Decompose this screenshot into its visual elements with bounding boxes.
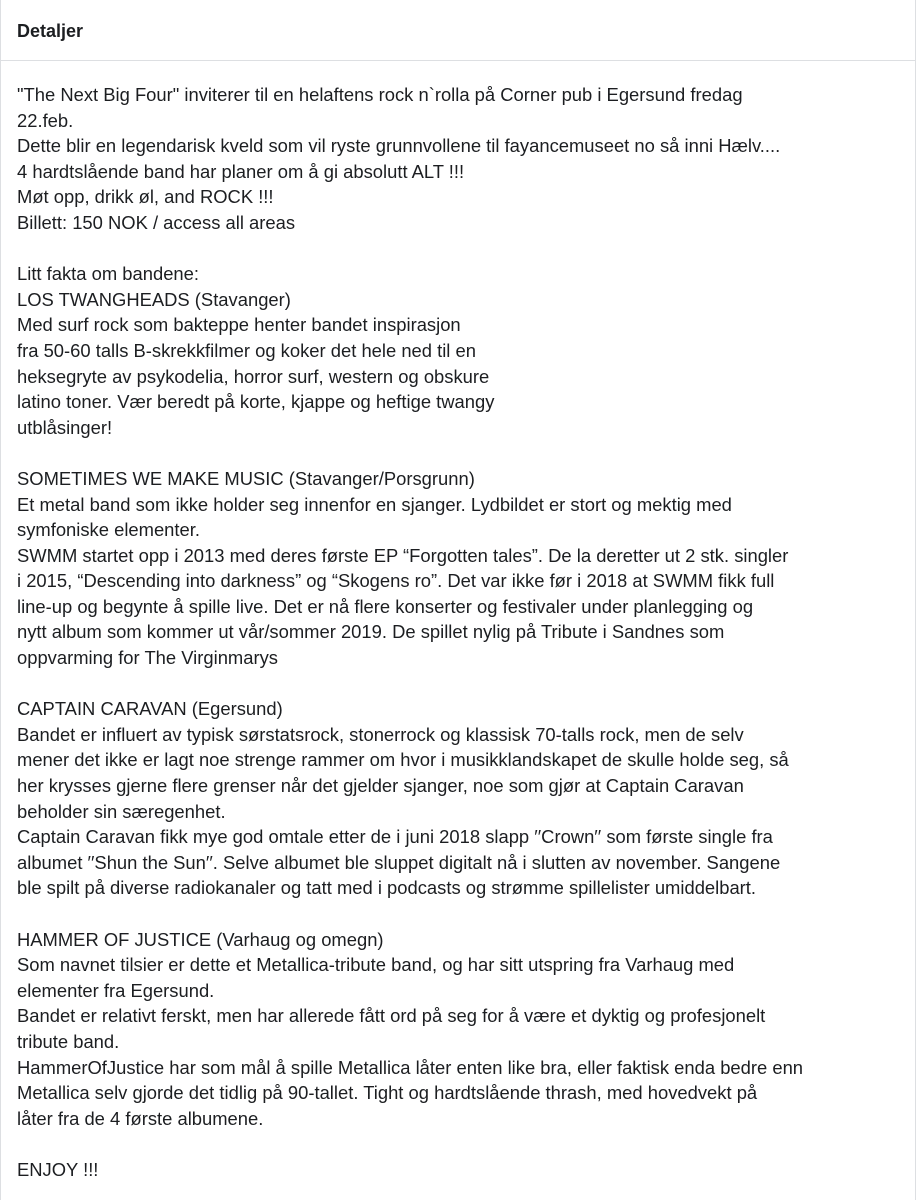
details-line: Møt opp, drikk øl, and ROCK !!! xyxy=(17,186,274,208)
details-line: SWMM startet opp i 2013 med deres første EP “Forgotten tales”. De la deretter ut 2 stk. singler xyxy=(17,544,789,566)
blank-line xyxy=(17,901,899,927)
details-line: Billett: 150 NOK / access all areas xyxy=(17,211,296,233)
details-line: Bandet er relativt ferskt, men har allerede fått ord på seg for å være et dyktig og profesjonelt xyxy=(17,1005,766,1027)
details-line: albumet ′′Shun the Sun′′. Selve albumet ble sluppet digitalt nå i slutten av november. Sangene xyxy=(17,851,781,873)
blank-line xyxy=(17,671,899,697)
details-line: Som navnet tilsier er dette et Metallica-tribute band, og har sitt utspring fra Varhaug med xyxy=(17,954,735,976)
details-line: ble spilt på diverse radiokanaler og tatt med i podcasts og strømme spillelister umiddelbart. xyxy=(17,877,757,899)
details-line: heksegryte av psykodelia, horror surf, western og obskure xyxy=(17,365,490,387)
details-line: tribute band. xyxy=(17,1030,120,1052)
details-line: 22.feb. xyxy=(17,109,74,131)
details-line: i 2015, “Descending into darkness” og “Skogens ro”. Det var ikke før i 2018 at SWMM fikk full xyxy=(17,570,775,592)
blank-line xyxy=(17,1131,899,1157)
details-line: Metallica selv gjorde det tidlig på 90-tallet. Tight og hardtslående thrash, med hovedvekt på xyxy=(17,1082,758,1104)
details-line: her krysses gjerne flere grenser når det gjelder sjanger, noe som gjør at Captain Caravan xyxy=(17,775,744,797)
details-line: symfoniske elementer. xyxy=(17,519,200,541)
details-line: beholder sin særegenhet. xyxy=(17,800,226,822)
details-line: nytt album som kommer ut vår/sommer 2019. De spillet nylig på Tribute i Sandnes som xyxy=(17,621,725,643)
details-line: Bandet er influert av typisk sørstatsrock, stonerrock og klassisk 70-talls rock, men de selv xyxy=(17,723,744,745)
details-line: "The Next Big Four" inviterer til en helaftens rock n`rolla på Corner pub i Egersund fredag xyxy=(17,84,743,105)
details-line: Captain Caravan fikk mye god omtale etter de i juni 2018 slapp ′′Crown′′ som første single fra xyxy=(17,826,773,848)
details-line: elementer fra Egersund. xyxy=(17,979,215,1001)
details-line: SOMETIMES WE MAKE MUSIC (Stavanger/Porsgrunn) xyxy=(17,467,475,489)
details-line: oppvarming for The Virginmarys xyxy=(17,647,278,669)
blank-line xyxy=(17,236,899,262)
details-line: mener det ikke er lagt noe strenge rammer om hvor i musikklandskapet de skulle holde seg, så xyxy=(17,749,789,771)
details-line: fra 50-60 talls B-skrekkfilmer og koker det hele ned til en xyxy=(17,339,476,361)
details-line: HAMMER OF JUSTICE (Varhaug og omegn) xyxy=(17,928,384,950)
details-line: line-up og begynte å spille live. Det er nå flere konserter og festivaler under planlegging og xyxy=(17,595,754,617)
details-line: HammerOfJustice har som mål å spille Metallica låter enten like bra, eller faktisk enda bedre enn xyxy=(17,1056,804,1078)
details-line: Et metal band som ikke holder seg innenfor en sjanger. Lydbildet er stort og mektig med xyxy=(17,493,732,515)
details-line: ENJOY !!! xyxy=(17,1158,99,1180)
details-line: 4 hardtslående band har planer om å gi absolutt ALT !!! xyxy=(17,160,465,182)
details-line: Dette blir en legendarisk kveld som vil ryste grunnvollene til fayancemuseet no så inni Hælv.... xyxy=(17,135,781,157)
details-line: Med surf rock som bakteppe henter bandet inspirasjon xyxy=(17,314,461,336)
details-header xyxy=(1,0,915,61)
details-text xyxy=(1,61,915,1183)
details-line: latino toner. Vær beredt på korte, kjappe og heftige twangy xyxy=(17,391,495,413)
details-line: LOS TWANGHEADS (Stavanger) xyxy=(17,288,291,310)
details-line: låter fra de 4 første albumene. xyxy=(17,1107,264,1129)
details-line: CAPTAIN CARAVAN (Egersund) xyxy=(17,698,283,720)
details-line: Litt fakta om bandene: xyxy=(17,263,199,285)
details-title: Detaljer xyxy=(17,21,84,41)
details-line: utblåsinger! xyxy=(17,416,113,438)
blank-line xyxy=(17,440,899,466)
